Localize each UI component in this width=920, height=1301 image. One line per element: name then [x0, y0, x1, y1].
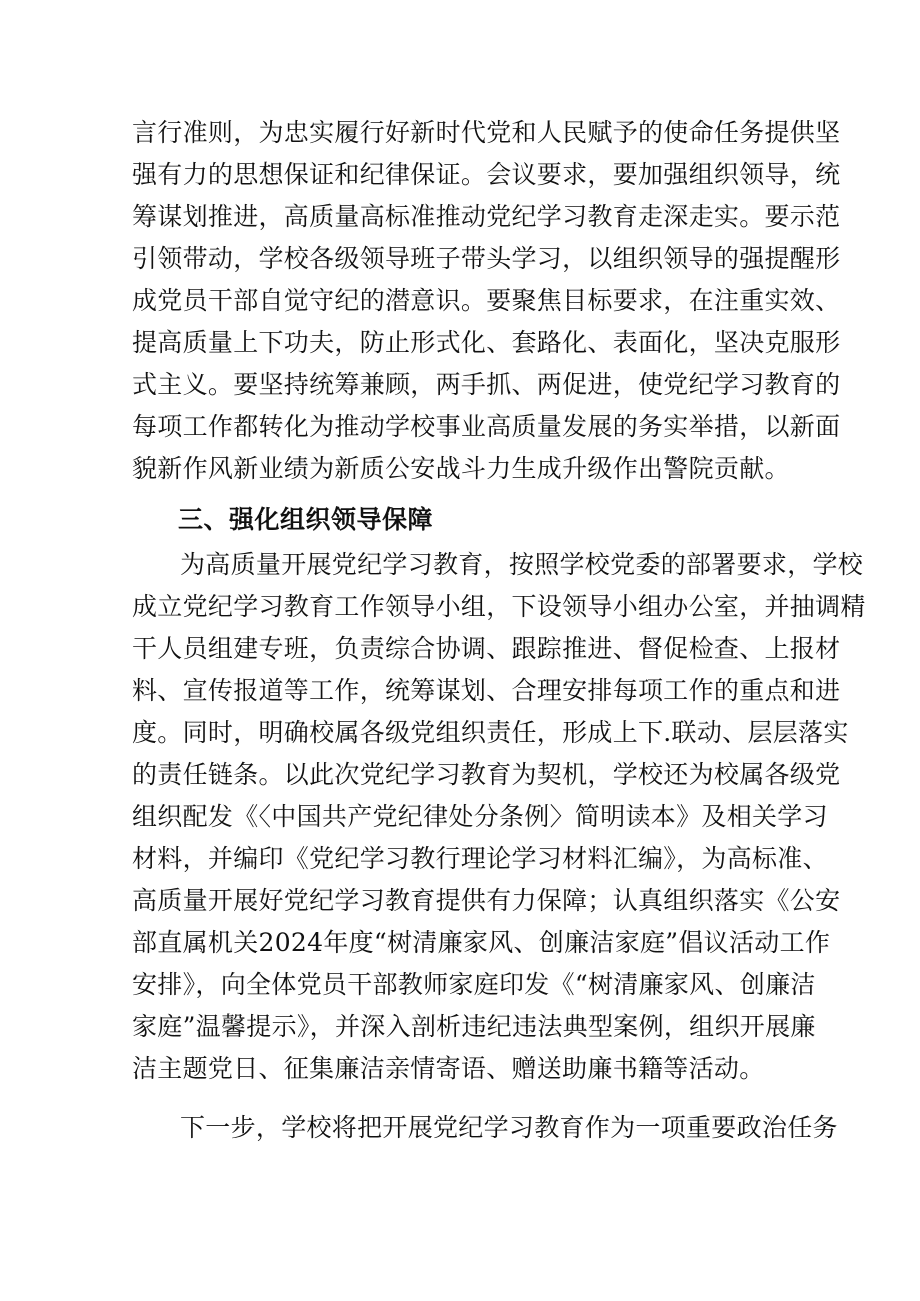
paragraph-line: 的责任链条。以此次党纪学习教育为契机，学校还为校属各级党: [132, 760, 841, 789]
paragraph-line: 引领带动，学校各级领导班子带头学习，以组织领导的强提醒形: [132, 244, 841, 273]
paragraph-line: 强有力的思想保证和纪律保证。会议要求，要加强组织领导，统: [132, 160, 841, 189]
paragraph-line: 式主义。要坚持统筹兼顾，两手抓、两促进，使党纪学习教育的: [132, 370, 841, 399]
paragraph-line: 部直属机关2024年度“树清廉家风、创廉洁家庭”倡议活动工作: [132, 928, 831, 957]
paragraph-line: 材料，并编印《党纪学习教行理论学习材料汇编》，为高标准、: [132, 844, 828, 873]
paragraph-line: 成立党纪学习教育工作领导小组，下设领导小组办公室，并抽调精: [132, 592, 866, 621]
paragraph-line: 家庭”温馨提示》，并深入剖析违纪违法典型案例，组织开展廉: [132, 1012, 816, 1041]
paragraph-line: 干人员组建专班，负责综合协调、跟踪推进、督促检查、上报材: [132, 634, 841, 663]
paragraph-line: 言行准则，为忠实履行好新时代党和人民赋予的使命任务提供坚: [132, 118, 841, 147]
paragraph-line: 提高质量上下功夫，防止形式化、套路化、表面化，坚决克服形: [132, 328, 841, 357]
paragraph-line: 每项工作都转化为推动学校事业高质量发展的务实举措，以新面: [132, 412, 841, 441]
paragraph-line: 筹谋划推进，高质量高标准推动党纪学习教育走深走实。要示范: [132, 202, 841, 231]
paragraph-line: 洁主题党日、征集廉洁亲情寄语、赠送助廉书籍等活动。: [132, 1054, 765, 1083]
paragraph-line: 为高质量开展党纪学习教育，按照学校党委的部署要求，学校: [180, 550, 864, 579]
section-heading: 三、强化组织领导保障: [178, 505, 434, 534]
paragraph-line: 高质量开展好党纪学习教育提供有力保障；认真组织落实《公安: [132, 886, 841, 915]
paragraph-line: 安排》，向全体党员干部教师家庭印发《“树清廉家风、创廉洁: [132, 970, 816, 999]
paragraph-line: 料、宣传报道等工作，统筹谋划、合理安排每项工作的重点和进: [132, 676, 841, 705]
paragraph-line: 下一步，学校将把开展党纪学习教育作为一项重要政治任务: [180, 1113, 838, 1142]
paragraph-line: 貌新作风新业绩为新质公安战斗力生成升级作出警院贡献。: [132, 454, 790, 483]
paragraph-line: 成党员干部自觉守纪的潜意识。要聚焦目标要求，在注重实效、: [132, 286, 841, 315]
paragraph-line: 组织配发《〈中国共产党纪律处分条例〉简明读本》及相关学习: [132, 802, 828, 831]
paragraph-line: 度。同时，明确校属各级党组织责任，形成上下.联动、层层落实: [132, 718, 849, 747]
